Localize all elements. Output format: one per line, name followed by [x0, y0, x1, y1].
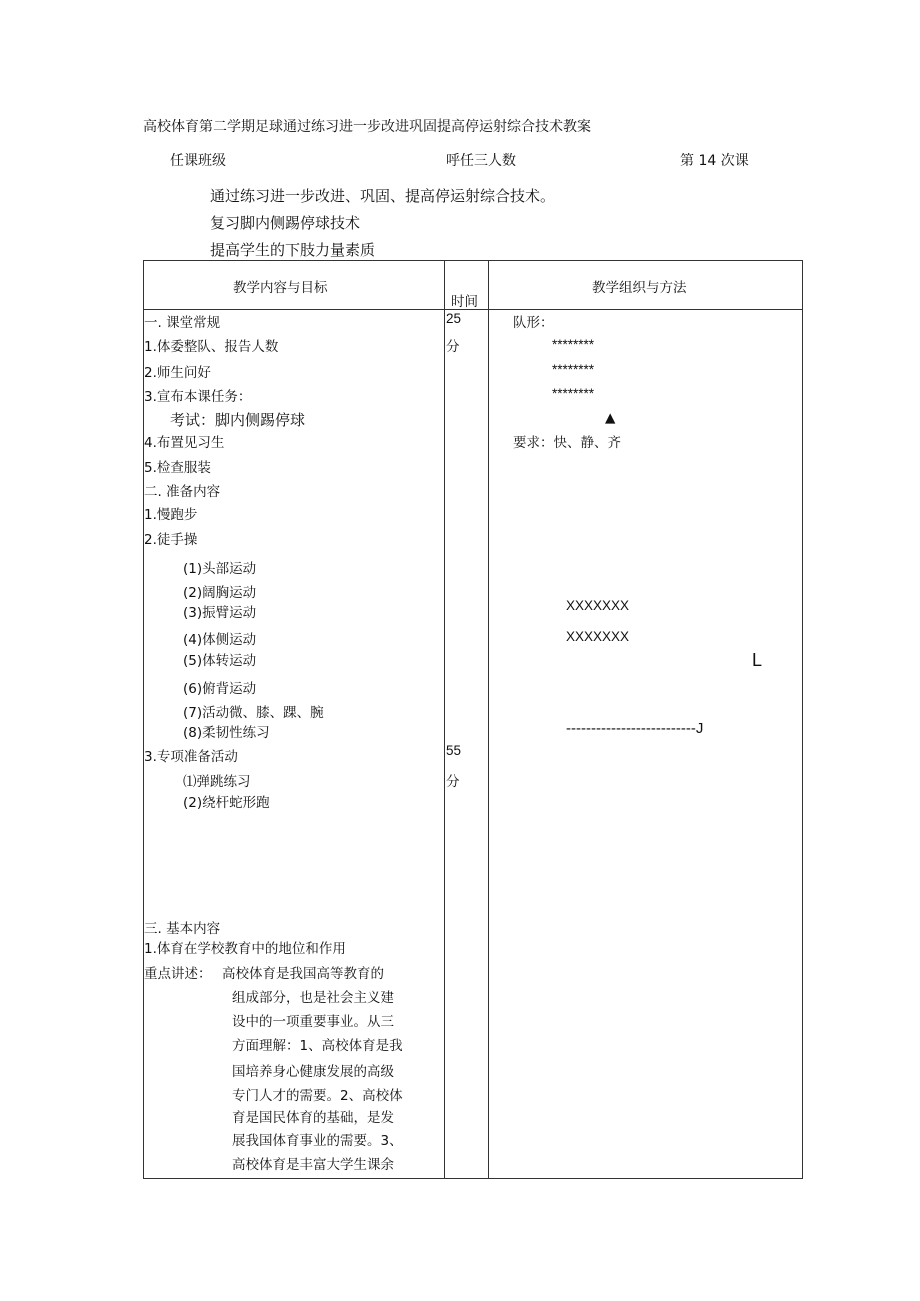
routine-item-5: 5.检查服装 [144, 460, 211, 476]
formation-row-2: ******** [552, 362, 595, 377]
header-content: 教学内容与目标 [233, 280, 328, 296]
time-prep-value: 55 [446, 743, 462, 758]
exercise-1: (1)头部运动 [183, 561, 257, 577]
key-points-line-4: 方面理解：1、高校体育是我 [232, 1038, 403, 1054]
time-prep-unit: 分 [446, 774, 460, 790]
header-method: 教学组织与方法 [592, 280, 687, 296]
time-routine-unit: 分 [446, 339, 460, 355]
time-routine-value: 25 [446, 311, 462, 326]
exercise-2: (2)阔胸运动 [183, 585, 257, 601]
formation-row-1: ******** [552, 337, 595, 352]
key-points-line-7: 育是国民体育的基础，是发 [232, 1110, 394, 1126]
objective-1: 通过练习进一步改进、巩固、提高停运射综合技术。 [210, 187, 556, 205]
exercise-3: (3)振臂运动 [183, 605, 257, 621]
key-points-line-8: 展我国体育事业的需要。3、 [232, 1133, 403, 1149]
objective-3: 提高学生的下肢力量素质 [210, 241, 376, 259]
column-divider-2 [488, 260, 489, 1179]
routine-item-3: 3.宣布本课任务： [144, 389, 252, 405]
formation-label: 队形： [513, 315, 554, 331]
exercise-6: (6)俯背运动 [183, 681, 257, 697]
basic-item-1: 1.体育在学校教育中的地位和作用 [144, 941, 346, 957]
warmup-item-2: 2.徒手操 [144, 532, 198, 548]
formation-x-row-2: XXXXXXX [566, 629, 630, 644]
objective-2: 复习脚内侧踢停球技术 [210, 214, 361, 232]
key-points-line-3: 设中的一项重要事业。从三 [232, 1014, 394, 1030]
column-divider-1 [444, 260, 445, 1179]
warmup-item-1: 1.慢跑步 [144, 507, 198, 523]
exercise-8: (8)柔韧性练习 [183, 725, 270, 741]
routine-item-1: 1.体委整队、报告人数 [144, 339, 279, 355]
lesson-number: 第 14 次课 [680, 153, 749, 169]
routine-item-2: 2.师生问好 [144, 365, 211, 381]
key-points-line-5: 国培养身心健康发展的高级 [232, 1064, 394, 1080]
requirement-text: 要求：快、静、齐 [513, 435, 621, 451]
exercise-4: (4)体侧运动 [183, 632, 257, 648]
dash-line-marker: --------------------------J [566, 720, 704, 737]
corner-marker-L: L [752, 650, 763, 670]
warmup-item-3: 3.专项准备活动 [144, 749, 238, 765]
teacher-triangle-icon: ▲ [605, 410, 616, 426]
special-prep-1: ⑴弹跳练习 [183, 774, 251, 790]
exercise-7: (7)活动微、膝、踝、腕 [183, 705, 324, 721]
section-basic: 三. 基本内容 [144, 921, 221, 937]
section-routine: 一. 课堂常规 [144, 315, 221, 331]
formation-row-3: ******** [552, 386, 595, 401]
key-points-line-1: 高校体育是我国高等教育的 [222, 966, 384, 982]
formation-x-row-1: XXXXXXX [566, 598, 630, 613]
key-points-line-6: 专门人才的需要。2、高校体 [232, 1088, 403, 1104]
key-points-line-9: 高校体育是丰富大学生课余 [232, 1157, 394, 1173]
section-warmup: 二. 准备内容 [144, 484, 221, 500]
exercise-5: (5)体转运动 [183, 653, 257, 669]
routine-item-3-exam: 考试：脚内侧踢停球 [170, 411, 306, 429]
header-time: 时间 [451, 294, 478, 310]
page-title: 高校体育第二学期足球通过练习进一步改进巩固提高停运射综合技术教案 [143, 119, 591, 135]
routine-item-4: 4.布置见习生 [144, 435, 225, 451]
special-prep-2: (2)绕杆蛇形跑 [183, 795, 270, 811]
key-points-label: 重点讲述： [144, 966, 212, 982]
count-label: 呼任三人数 [446, 153, 516, 169]
key-points-line-2: 组成部分，也是社会主义建 [232, 990, 394, 1006]
class-label: 任课班级 [170, 153, 226, 169]
